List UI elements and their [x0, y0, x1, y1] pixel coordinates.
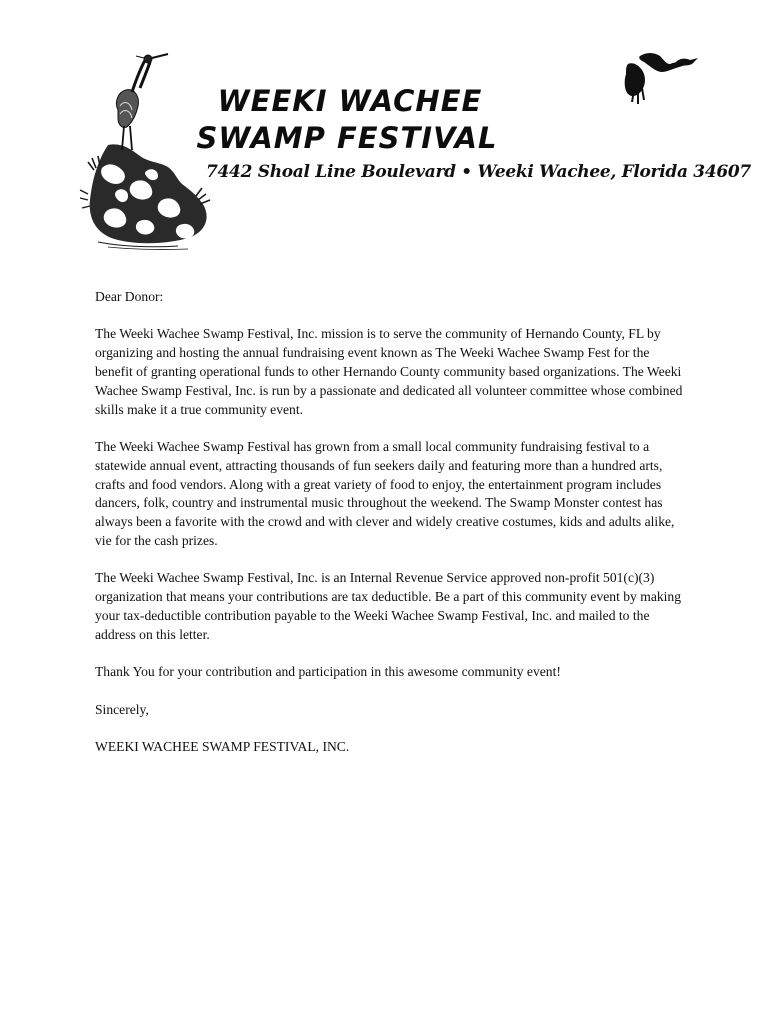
- closing: Sincerely,: [95, 701, 149, 717]
- signature: WEEKI WACHEE SWAMP FESTIVAL, INC.: [95, 738, 350, 754]
- paragraph-history: The Weeki Wachee Swamp Festival has grown from a small local community fundraising festival to a statewide annual event, attracting thousands of fun seekers daily and featuring more than a hundred arts, crafts and food vendors. Along with a great variety of food to enjoy, the entertainment program includes dancers, folk, country and instrumental music throughout the weekend. The Swamp Monster contest has always been a favorite with the crowd and with clever and widely creative costumes, kids and adults alike, vie for the cash prizes.: [95, 438, 675, 548]
- festival-title-line-1: WEEKI WACHEE: [217, 84, 483, 118]
- festival-address: 7442 Shoal Line Boulevard • Weeki Wachee, Florida 34607: [206, 162, 751, 182]
- paragraph-tax-deductible: The Weeki Wachee Swamp Festival, Inc. is an Internal Revenue Service approved non-profit 501(c)(3) organization that means your contributions are tax deductible. Be a part of this community event by making your tax-deductible contribution payable to the Weeki Wachee Swamp Festival, Inc. and mailed to the address on this letter.: [95, 570, 682, 642]
- paragraph-mission: The Weeki Wachee Swamp Festival, Inc. mission is to serve the community of Hernando County, FL by organizing and hosting the annual fundraising event known as The Weeki Wachee Swamp Fest for the benefit of granting operational funds to other Hernando County community based organizations. The Weeki Wachee Swamp Festival, Inc. is run by a passionate and dedicated all volunteer committee whose combined skills make it a true community event.: [95, 326, 683, 417]
- letterhead: [0, 0, 770, 260]
- letter-body: [95, 288, 685, 775]
- paragraph-thank-you: Thank You for your contribution and participation in this awesome community event!: [95, 664, 561, 680]
- salutation: Dear Donor:: [95, 289, 164, 304]
- festival-title-line-2: SWAMP FESTIVAL: [196, 121, 498, 155]
